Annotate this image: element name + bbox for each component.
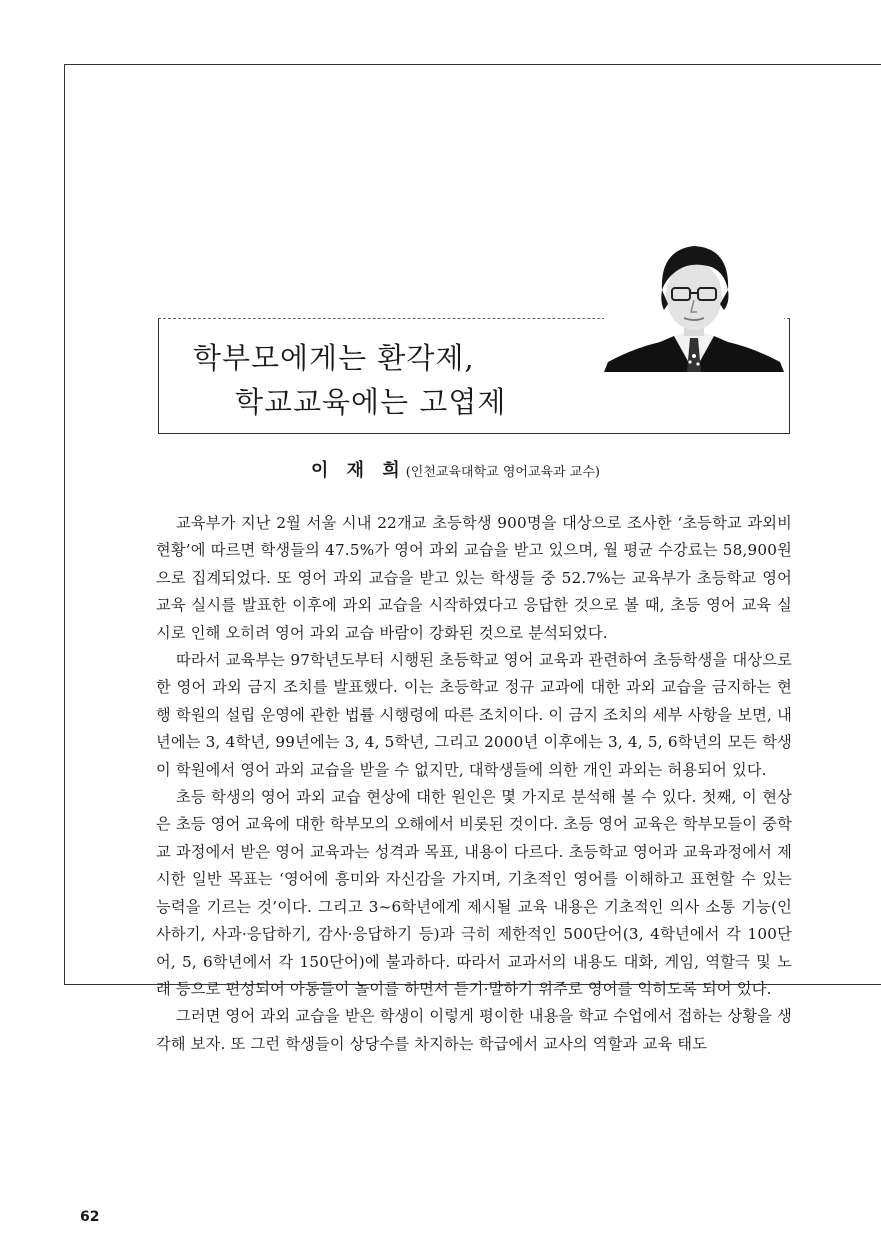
article-title-line-2: 학교교육에는 고엽제: [235, 385, 507, 419]
paragraph-2: 따라서 교육부는 97학년도부터 시행된 초등학교 영어 교육과 관련하여 초등학생을 대상으로 한 영어 과외 금지 조치를 발표했다. 이는 초등학교 정규 교과에 대한 과외 교습을 금지하는 현행 학원의 설립 운영에 관한 법률 시행령에 따른 조치이다. 이 금지 조치의 세부 사항을 보면, 내년에는 3, 4학년, 99년에는 3, 4, 5학년, 그리고 2000년 이후에는 3, 4, 5, 6학년의 모든 학생이 학원에서 영어 과외 교습을 받을 수 없지만, 대학생들에 의한 개인 과외는 허용되어 있다.: [156, 651, 792, 779]
page-frame-top-rule: [64, 64, 881, 65]
author-affiliation: (인천교육대학교 영어교육과 교수): [405, 465, 600, 480]
author-name: 이 재 희: [311, 460, 406, 481]
paragraph-4: 그러면 영어 과외 교습을 받은 학생이 이렇게 평이한 내용을 학교 수업에서 접하는 상황을 생각해 보자. 또 그런 학생들이 상당수를 차지하는 학급에서 교사의 역할과 교육 태도: [156, 1007, 792, 1053]
author-portrait: [604, 224, 784, 376]
page-number: 62: [80, 1209, 100, 1225]
paragraph-1: 교육부가 지난 2월 서울 시내 22개교 초등학생 900명을 대상으로 조사한 ‘초등학교 과외비 현황’에 따르면 학생들의 47.5%가 영어 과외 교습을 받고 있으며, 월 평균 수강료는 58,900원으로 집계되었다. 또 영어 과외 교습을 받고 있는 학생들 중 52.7%는 교육부가 초등학교 영어 교육 실시를 발표한 이후에 과외 교습을 시작하였다고 응답한 것으로 볼 때, 초등 영어 교육 실시로 인해 오히려 영어 과외 교습 바람이 강화된 것으로 분석되었다.: [156, 514, 792, 642]
article-body: [156, 510, 792, 1058]
paragraph-3: 초등 학생의 영어 과외 교습 현상에 대한 원인은 몇 가지로 분석해 볼 수 있다. 첫째, 이 현상은 초등 영어 교육에 대한 학부모의 오해에서 비롯된 것이다. 초등 영어 교육은 학부모들이 중학교 과정에서 받은 영어 교육과는 성격과 목표, 내용이 다르다. 초등학교 영어과 교육과정에서 제시한 일반 목표는 ‘영어에 흥미와 자신감을 가지며, 기초적인 영어를 이해하고 표현할 수 있는 능력을 기르는 것’이다. 그리고 3~6학년에게 제시될 교육 내용은 기초적인 의사 소통 기능(인사하기, 사과·응답하기, 감사·응답하기 등)과 극히 제한적인 500단어(3, 4학년에서 각 100단어, 5, 6학년에서 각 150단어)에 불과하다. 따라서 교과서의 내용도 대화, 게임, 역할극 및 노래 등으로 편성되어 아동들이 놀이를 하면서 듣기·말하기 위주로 영어를 익히도록 되어 있다.: [156, 788, 792, 998]
page-frame-left-rule: [64, 64, 65, 984]
article-title-line-1: 학부모에게는 환각제,: [193, 341, 475, 375]
byline: [0, 456, 881, 482]
